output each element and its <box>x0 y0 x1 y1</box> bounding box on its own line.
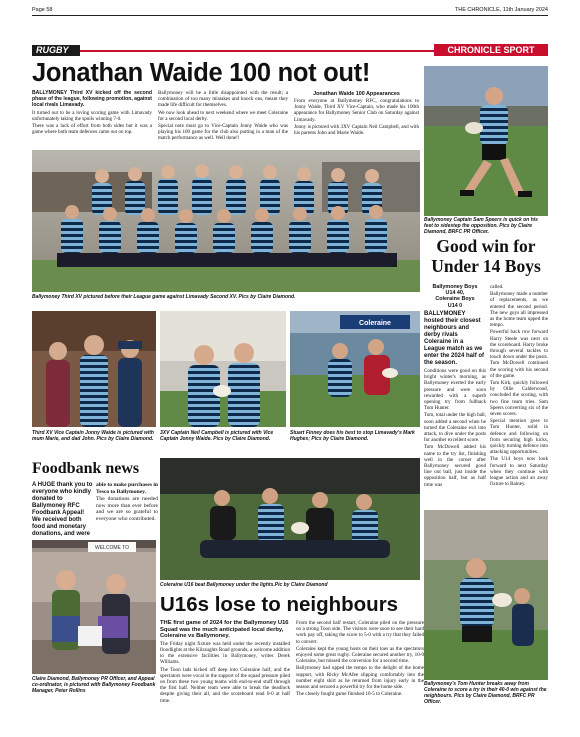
sam-speers-graphic <box>424 66 548 216</box>
u16-photo <box>160 458 420 580</box>
foodbank-photo <box>32 540 156 674</box>
u16-story-col2 <box>296 620 424 698</box>
sidebar-para: From everyone at Ballymoney RFC, congratulations to Jonny Waide, Third XV Vice-Captain, who made his 100th appearance for Ballymoney Senior Club on Saturday against Limavady. <box>294 98 419 123</box>
u14-story-para: Tom, total under the high ball, soon added a second when he turned the Coleraine exit into attack, to dive under the posts for another excellent score. <box>424 412 486 444</box>
u16-story-para: From the second half restart, Coleraine piled on the pressure on a strong Toon side. The visitors were soon to see their hard work pay off, taking the score to 5-0 with a try that they failed to convert. <box>296 620 424 645</box>
team-photo-graphic <box>32 150 420 292</box>
main-story-col2 <box>158 90 288 143</box>
tom-hunter-photo <box>424 510 548 680</box>
u14-score-box <box>424 284 486 309</box>
sam-speers-caption: Ballymoney Captain Sam Speers is quick on his feet to sidestep the opposition. Pics by Claire Diamond, BRFC PR Officer. <box>424 217 538 235</box>
sidebar-para: Jonny is pictured with 3XV Captain Neil Campbell, and with his parents John and Marie Waide. <box>294 123 419 137</box>
foodbank-graphic <box>32 540 156 674</box>
u14-story-para: Powerful back row forward Harry Steele was next on the scoreboard. Harry broke through several tackles to touch down under the posts. Tom McDowell continued the scoring with his second of the game. <box>490 329 548 379</box>
u16-caption: Coleraine U16 beat Ballymoney under the lights.Pic by Claire Diamond <box>160 582 328 588</box>
u14-story-col1 <box>424 311 486 489</box>
sidebar-title: Jonathan Waide 100 Appearances <box>313 91 400 97</box>
foodbank-caption: Claire Diamond, Ballymoney PR Officer, and Appeal co-ordinator, is pictured with Ballymoney Foodbank Manager, Peter Rollins <box>32 676 156 694</box>
u14-story-para: called. <box>490 284 504 290</box>
captains-caption: 3XV Captain Neil Campbell is pictured with Vice Captain Jonny Waide. Pics by Claire Diamond. <box>160 430 274 442</box>
publication-date: THE CHRONICLE, 11th January 2024 <box>454 7 548 13</box>
u14-story-para: Tom Kirk, quickly followed by Ollie Calderwood, concluded the scoring, with two fine team tries. Sam Speers converting six of the seven scores. <box>490 380 548 418</box>
u16-story-para: The Friday night fixture was held under the recently installed floodlights at the Kilraughts Road grounds, a welcome addition to the extensive facilities in Ballymoney, writes Derek Williams. <box>160 640 290 666</box>
foodbank-headline: Foodbank news <box>32 460 140 477</box>
u14-score-line: Ballymoney Boys <box>432 284 478 290</box>
main-story-col1 <box>32 90 152 136</box>
u16-story-para: Ballymoney had upped the tempo to the delight of the home support, with Ricky McAfee slipping comfortably into the number eight shirt as he returned from injury early in the season and secured a powerful try for the home side. <box>296 665 424 691</box>
main-story-lead: BALLYMONEY Third XV kicked off the second phase of the league, following promotion, against local rivals Limavady. <box>32 90 152 109</box>
u14-story-col2 <box>490 284 548 489</box>
u14-headline-line2: Under 14 Boys <box>431 256 541 276</box>
u16-story-para: The closely fought game finished 10-5 to Coleraine. <box>296 691 403 698</box>
main-story-para: There was a lack of effort from both sides but it was a game where both team defences came out on top. <box>32 123 152 136</box>
u14-headline-line1: Good win for <box>436 236 536 256</box>
u16-story-para: Coleraine kept the young hosts on their toes as the spectators enjoyed some great rugby. Coleraine secured another try, 10-0 Coleraine, but missed the conversion for a second time. <box>296 645 424 665</box>
header-rule <box>32 15 548 16</box>
foodbank-para: able to make purchases in Tesco to Ballymoney. <box>96 482 158 495</box>
sam-speers-photo <box>424 66 548 216</box>
u16-story-para: The Toon lads kicked off deep into Coleraine half, and the spectators were vocal in the support of the squad pressure piled on from these two young teams with end-to-end stuff through the first half. Neither team were able to break the deadlock despite giving their all, and the scoreboard read 0-0 at half time. <box>160 666 290 704</box>
u14-score-line: Coleraine Boys <box>435 296 475 303</box>
team-photo <box>32 150 420 292</box>
u14-story-para: The U14 boys now look forward to next Saturday when they continue with league action and an away fixture to Rainey. <box>490 456 548 488</box>
section-rule <box>80 50 434 52</box>
team-photo-caption: Ballymoney Third XV pictured before their League game against Limavady Second XV. Pics by Claire Diamond. <box>32 294 296 300</box>
main-headline: Jonathan Waide 100 not out! <box>32 59 371 87</box>
u14-story-para: Ballymoney made a number of replacements, as we entered the second period. The new guys all impressed as the home team upped the tempo. <box>490 291 548 329</box>
u16-headline: U16s lose to neighbours <box>160 593 399 616</box>
u16-graphic <box>160 458 420 580</box>
u14-story-para: Conditions were good on this bright winter's morning, as Ballymoney exerted the early pressure and were soon rewarded with a superb opening try from fullback Tom Hunter. <box>424 368 486 412</box>
foodbank-lead: A HUGE thank you to everyone who kindly donated to Ballymoney RFC Foodbank Appeal! We received both food and monetary donations, and were <box>32 482 93 537</box>
parents-caption: Third XV Vice Captain Jonny Waide is pictured with mum Marie, and dad John. Pics by Claire Diamond. <box>32 430 154 442</box>
main-story-para: Ballymoney will be a little disappointed with the result; a combination of too many mistakes and knock ons, meant they made life difficult for themselves. <box>158 90 288 109</box>
u14-score-line: U14 0 <box>447 302 463 309</box>
foodbank-para: The donations are needed now more than ever before and we are so grateful to everyone who contributed. <box>96 496 158 522</box>
u14-score-line: U14 40, <box>445 290 465 297</box>
foodbank-col2 <box>96 482 158 524</box>
u16-story-lead: THE first game of 2024 for the Ballymoney U16 Squad was the much anticipated local derby, Coleraine vs Ballymoney. <box>160 620 289 640</box>
section-label-chronicle-sport: CHRONICLE SPORT <box>434 44 548 56</box>
captains-photo <box>160 311 286 427</box>
foodbank-col1 <box>32 482 94 539</box>
u14-headline <box>424 236 548 276</box>
tom-hunter-graphic <box>424 510 548 680</box>
u14-story-para: Tom McDowell added his name to the try list, finishing well in the corner after Ballymoney secured good line out ball, just inside the opposition half, but as half time was <box>424 444 486 488</box>
u14-story-para: Special mention goes to Tom Hunter, solid in defence and following on from securing high kicks, quickly turning defence into attacking opportunities. <box>490 418 548 456</box>
parents-photo <box>32 311 156 427</box>
stadium-board-text: Coleraine <box>359 320 391 327</box>
stuart-finney-photo <box>290 311 420 427</box>
main-story-para: It turned out to be a loving scoring game with Limavady unfortunately taking the spoils winning 7-0. <box>32 109 152 122</box>
captains-graphic <box>160 311 286 427</box>
tom-hunter-caption: Ballymoney's Tom Hunter breaks away from Coleraine to score a try in their 40-0 win against the neighbours. Pics by Claire Diamond, BRFC PR Officer. <box>424 681 547 705</box>
main-story-para: We now look ahead to next weekend where we meet Coleraine for a second local derby. <box>158 109 288 122</box>
section-label-rugby: RUGBY <box>32 45 80 56</box>
stuart-finney-graphic <box>290 311 420 427</box>
u14-story-lead: BALLYMONEY hosted their closest neighbours and derby rivals Coleraine in a League match as we enter the 2024 half of the season. <box>424 311 485 366</box>
appearances-sidebar <box>294 91 419 137</box>
stuart-finney-caption: Stuart Finney does his best to stop Limavady's Mark Hughes; Pics by Claire Diamond. <box>290 430 415 442</box>
u16-story-col1 <box>160 620 290 705</box>
parents-graphic <box>32 311 156 427</box>
main-story-para: Special note must go to Vice-Captain Jonny Waide who was playing his 100 game for the club also putting in a man of the match performance as well. Well done!! <box>158 123 288 142</box>
foodbank-sign-text: WELCOME TO <box>95 545 129 551</box>
page-number: Page 58 <box>32 7 53 13</box>
